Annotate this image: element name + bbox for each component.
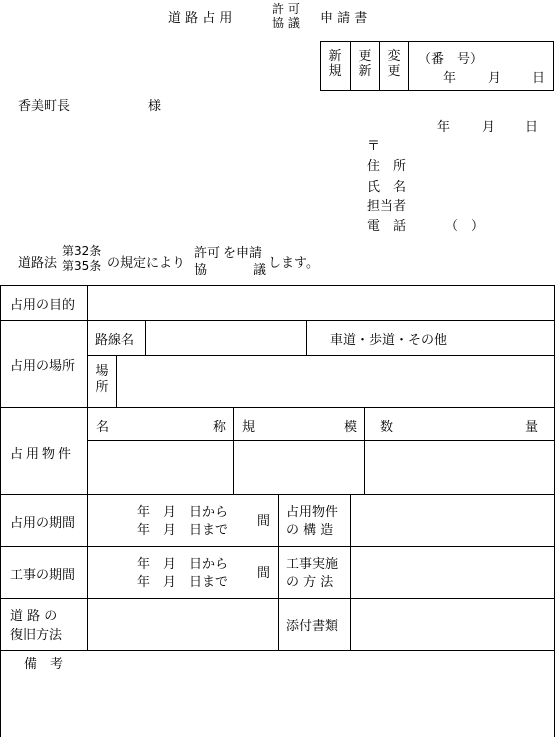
stmt-art35: 第35条 bbox=[62, 259, 102, 273]
person-label: 担当者 bbox=[367, 199, 407, 214]
cls-day: 日 bbox=[532, 71, 546, 86]
method-label-a: 工事実施 bbox=[286, 557, 339, 572]
stmt-mid: の規定により bbox=[107, 256, 186, 271]
work-from: 年 月 日から bbox=[137, 557, 229, 572]
purpose-field[interactable] bbox=[90, 288, 552, 318]
road-kind: 車道・歩道・その他 bbox=[330, 333, 448, 348]
work-period-label: 工事の期間 bbox=[10, 568, 76, 583]
stmt-end: します。 bbox=[268, 256, 319, 271]
period-interval: 間 bbox=[257, 514, 271, 529]
work-to: 年 月 日まで bbox=[137, 575, 229, 590]
phone-label: 電 話 bbox=[367, 219, 407, 234]
cls-month: 月 bbox=[488, 71, 502, 86]
new-cell: 新規 bbox=[328, 49, 342, 79]
col-scale-b: 模 bbox=[344, 420, 358, 435]
name-label: 氏 名 bbox=[367, 180, 407, 195]
object-qty-field[interactable] bbox=[367, 443, 552, 491]
col-scale-a: 規 bbox=[242, 420, 256, 435]
method-label-b: の 方 法 bbox=[286, 575, 334, 590]
cls-year: 年 bbox=[443, 71, 457, 86]
remarks-field[interactable] bbox=[3, 672, 552, 734]
place-label: 占用の場所 bbox=[10, 359, 76, 374]
period-label: 占用の期間 bbox=[10, 516, 76, 531]
structure-field[interactable] bbox=[353, 497, 552, 543]
col-name-a: 名 bbox=[96, 420, 110, 435]
title-consult: 協 議 bbox=[272, 16, 300, 30]
change-cell: 変更 bbox=[387, 49, 401, 79]
date-day: 日 bbox=[525, 120, 539, 135]
mayor: 香美町長 bbox=[18, 99, 71, 114]
stmt-apply: を申請 bbox=[223, 246, 263, 261]
stmt-consult-b: 議 bbox=[253, 263, 267, 278]
title-part1: 道 路 占 用 bbox=[168, 11, 233, 26]
renew-cell: 更新 bbox=[358, 49, 372, 79]
period-from: 年 月 日から bbox=[137, 505, 229, 520]
route-field[interactable] bbox=[148, 322, 304, 353]
stmt-permit: 許可 bbox=[194, 246, 221, 261]
remarks-label: 備 考 bbox=[24, 657, 64, 672]
title-permit: 許 可 bbox=[272, 2, 300, 16]
stmt-law: 道路法 bbox=[18, 256, 58, 271]
col-qty-a: 数 bbox=[380, 420, 394, 435]
work-interval: 間 bbox=[257, 566, 271, 581]
object-label: 占用物件 bbox=[10, 447, 75, 462]
route-label: 路線名 bbox=[95, 333, 135, 348]
location-field[interactable] bbox=[119, 358, 552, 405]
restore-field[interactable] bbox=[90, 601, 275, 647]
date-year: 年 bbox=[437, 120, 451, 135]
stmt-consult-a: 協 bbox=[194, 263, 208, 278]
col-name-b: 称 bbox=[213, 420, 227, 435]
attachments-field[interactable] bbox=[353, 601, 552, 647]
honorific: 様 bbox=[148, 99, 162, 114]
period-to: 年 月 日まで bbox=[137, 523, 229, 538]
restore-label-b: 復旧方法 bbox=[10, 628, 63, 643]
method-field[interactable] bbox=[353, 549, 552, 595]
postal-mark: 〒 bbox=[367, 139, 381, 154]
stmt-art32: 第32条 bbox=[62, 244, 102, 258]
object-scale-field[interactable] bbox=[236, 443, 361, 491]
restore-label-a: 道 路 の bbox=[10, 609, 58, 624]
phone-paren: （ ） bbox=[445, 219, 485, 234]
title-part2: 申 請 書 bbox=[320, 11, 368, 26]
attachments-label: 添付書類 bbox=[286, 619, 339, 634]
col-qty-b: 量 bbox=[525, 420, 539, 435]
date-month: 月 bbox=[482, 120, 496, 135]
structure-label-b: の 構 造 bbox=[286, 523, 334, 538]
object-name-field[interactable] bbox=[90, 443, 230, 491]
purpose-label: 占用の目的 bbox=[10, 298, 76, 313]
location-label: 場所 bbox=[95, 364, 109, 395]
structure-label-a: 占用物件 bbox=[286, 505, 339, 520]
address-label: 住 所 bbox=[367, 159, 407, 174]
number-label: （番 号） bbox=[418, 52, 484, 67]
